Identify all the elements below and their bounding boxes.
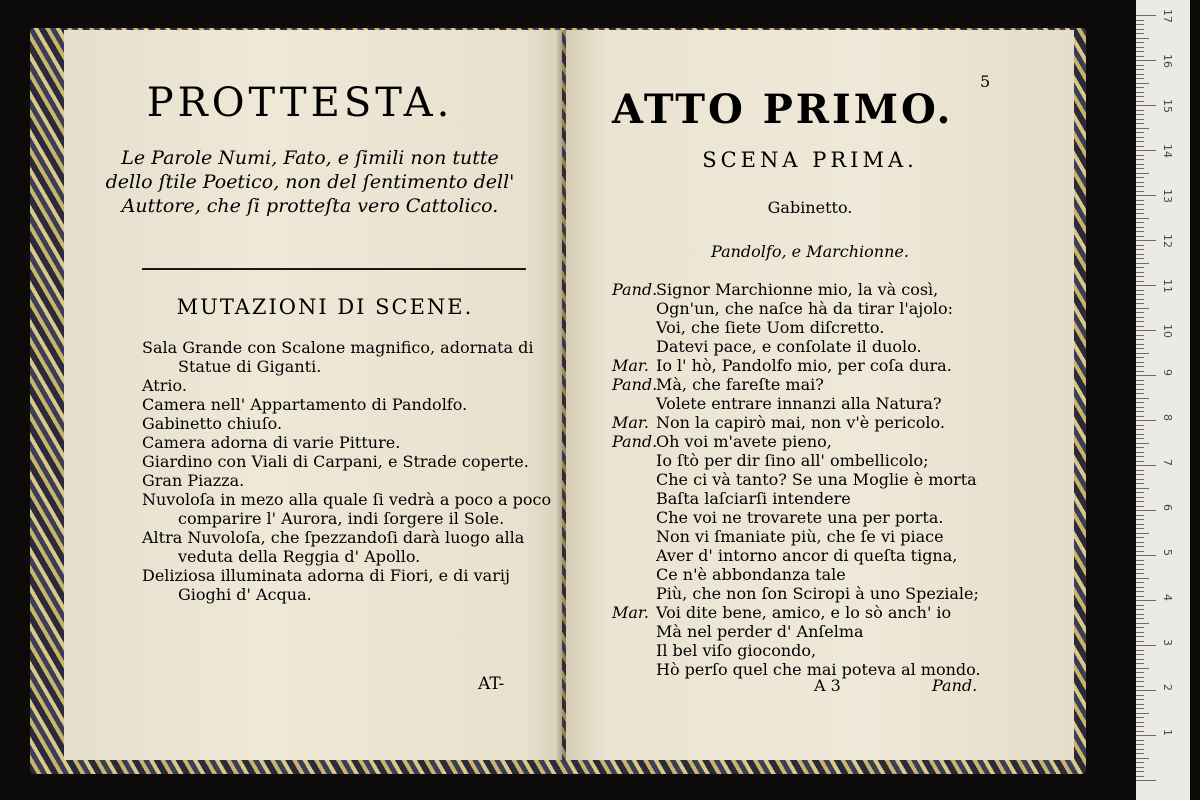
ruler-tick [1136,15,1156,16]
ruler-tick [1136,420,1156,421]
ruler-tick [1136,681,1144,682]
ruler-tick [1136,483,1144,484]
dialogue-text: Ce n'è abbondanza tale [656,565,846,584]
ruler-tick [1136,744,1144,745]
ruler-tick [1136,776,1144,777]
ruler-tick [1136,38,1149,39]
ruler-tick [1136,596,1144,597]
ruler-tick [1136,672,1144,673]
dialogue-block [612,280,1022,679]
ruler-tick [1136,753,1144,754]
ruler-tick [1136,222,1144,223]
dialogue-text: Ogn'un, che naſce hà da tirar l'ajolo: [656,299,953,318]
protest-line: Auttore, che ſi protteſta vero Cattolico. [121,195,499,217]
ruler-tick [1136,78,1144,79]
ruler-tick [1136,69,1144,70]
ruler-tick [1136,254,1144,255]
ruler-tick [1136,308,1149,309]
ruler-tick [1136,119,1144,120]
ruler-tick [1136,105,1156,106]
ruler-tick [1136,627,1144,628]
dialogue-text: Voi, che ſiete Uom diſcretto. [656,318,885,337]
ruler-tick [1136,330,1156,331]
dialogue-text: Voi dite bene, amico, e lo sò anch' io [656,603,952,622]
ruler-tick [1136,150,1156,151]
ruler-tick [1136,290,1144,291]
ruler-tick [1136,582,1144,583]
act-title: ATTO PRIMO. [612,86,954,133]
ruler-label: 1 [1161,729,1174,736]
dialogue-text: Aver d' intorno ancor di queſta tigna, [656,546,958,565]
speaker-label: Mar. [612,413,649,432]
ruler-tick [1136,398,1149,399]
dialogue-text: Non la capirò mai, non v'è pericolo. [656,413,945,432]
dialogue-line [612,280,1022,299]
ruler-tick [1136,74,1144,75]
ruler-tick [1136,429,1144,430]
scene-item [142,414,552,433]
scene-line: Nuvoloſa in mezo alla quale ſi vedrà a poco a poco [142,490,552,509]
ruler-tick [1136,488,1149,489]
speaker-label: Pand. [612,432,658,451]
ruler-tick [1136,380,1144,381]
dialogue-text: Più, che non ſon Sciropi à uno Speziale; [656,584,979,603]
dialogue-text: Io l' hò, Pandolfo mio, per coſa dura. [656,356,952,375]
ruler-tick [1136,218,1149,219]
ruler-tick [1136,645,1156,646]
dialogue-line [612,394,1022,413]
ruler-label: 2 [1161,684,1174,691]
ruler-tick [1136,717,1144,718]
dialogue-text: Il bel viſo giocondo, [656,641,817,660]
ruler-tick [1136,362,1144,363]
ruler-tick [1136,546,1144,547]
scene-item [142,566,552,604]
mutations-title: MUTAZIONI DI SCENE. [176,295,474,319]
ruler-tick [1136,56,1144,57]
scene-item [142,490,552,528]
ruler-tick [1136,690,1156,691]
ruler-tick [1136,137,1144,138]
ruler-label: 9 [1161,369,1174,376]
ruler-tick [1136,285,1156,286]
ruler-tick [1136,317,1144,318]
scene-item [142,395,552,414]
scene-line-cont: Statue di Giganti. [178,357,322,376]
scene-item [142,471,552,490]
ruler-tick [1136,465,1156,466]
ruler-tick [1136,263,1149,264]
scene-characters: Pandolfo, e Marchionne. [711,242,909,261]
speaker-label: Mar. [612,356,649,375]
ruler-tick [1136,92,1144,93]
dialogue-text: Baſta laſciarſi intendere [656,489,851,508]
speaker-label: Pand. [612,280,658,299]
ruler-tick [1136,321,1144,322]
scene-list [142,338,552,604]
ruler-tick [1136,650,1144,651]
ruler-tick [1136,294,1144,295]
ruler-tick [1136,200,1144,201]
ruler-tick [1136,470,1144,471]
protest-title: PROTTESTA. [146,80,454,126]
scene-line-cont: Gioghi d' Acqua. [178,585,312,604]
ruler-tick [1136,735,1156,736]
ruler-tick [1136,762,1144,763]
ruler-tick [1136,506,1144,507]
scene-item [142,338,552,376]
ruler-tick [1136,479,1144,480]
ruler-tick [1136,195,1156,196]
ruler-tick [1136,227,1144,228]
ruler-tick [1136,384,1144,385]
ruler-tick [1136,618,1144,619]
ruler-label: 14 [1161,144,1174,158]
ruler-tick [1136,780,1156,781]
ruler-tick [1136,731,1144,732]
ruler-tick [1136,155,1144,156]
scene-line: Gabinetto chiuſo. [142,414,283,433]
ruler-tick [1136,371,1144,372]
ruler-tick [1136,722,1144,723]
ruler-tick [1136,434,1144,435]
ruler-tick [1136,528,1144,529]
ruler-tick [1136,159,1144,160]
ruler-tick [1136,326,1144,327]
ruler-tick [1136,758,1149,759]
ruler-tick [1136,708,1144,709]
ruler-tick [1136,204,1144,205]
ruler-tick [1136,276,1144,277]
dialogue-line [612,489,1022,508]
dialogue-text: Hò perſo quel che mai poteva al mondo. [656,660,981,679]
scene-title: SCENA PRIMA. [702,148,918,172]
ruler-tick [1136,24,1144,25]
ruler-tick [1136,240,1156,241]
scene-item [142,452,552,471]
dialogue-line [612,451,1022,470]
ruler-tick [1136,600,1156,601]
ruler-tick [1136,177,1144,178]
ruler-tick [1136,173,1149,174]
ruler-tick [1136,335,1144,336]
dialogue-text: Mà, che fareſte mai? [656,375,824,394]
ruler-tick [1136,348,1144,349]
ruler-tick [1136,537,1144,538]
ruler-tick [1136,533,1149,534]
ruler-tick [1136,555,1156,556]
dialogue-line [612,527,1022,546]
ruler-label: 6 [1161,504,1174,511]
scene-line: Deliziosa illuminata adorna di Fiori, e di varij [142,566,510,585]
scene-line: Camera nell' Appartamento di Pandolfo. [142,395,468,414]
ruler-label: 15 [1161,99,1174,113]
scene-line: Altra Nuvoloſa, che ſpezzandoſi darà luogo alla [142,528,525,547]
scene-line: Sala Grande con Scalone magnifico, adornata di [142,338,534,357]
ruler-tick [1136,695,1144,696]
ruler-tick [1136,614,1144,615]
dialogue-text: Volete entrare innanzi alla Natura? [656,394,942,413]
ruler-tick [1136,245,1144,246]
ruler-tick [1136,191,1144,192]
ruler-tick [1136,569,1144,570]
ruler-label: 12 [1161,234,1174,248]
ruler-tick [1136,416,1144,417]
ruler-label: 8 [1161,414,1174,421]
ruler-tick [1136,123,1144,124]
ruler-tick [1136,312,1144,313]
ruler-tick [1136,87,1144,88]
dialogue-line [612,584,1022,603]
ruler-tick [1136,402,1144,403]
ruler-tick [1136,164,1144,165]
ruler-label: 5 [1161,549,1174,556]
ruler-tick [1136,96,1144,97]
speaker-label: Pand. [612,375,658,394]
ruler-tick [1136,353,1149,354]
ruler-tick [1136,605,1144,606]
ruler-label: 4 [1161,594,1174,601]
ruler-tick [1136,740,1144,741]
ruler-tick [1136,393,1144,394]
ruler-tick [1136,699,1144,700]
ruler-tick [1136,258,1144,259]
ruler-tick [1136,366,1144,367]
ruler-tick [1136,132,1144,133]
ruler-tick [1136,591,1144,592]
scene-line-cont: veduta della Reggia d' Apollo. [178,547,421,566]
ruler-tick [1136,663,1144,664]
ruler-tick [1136,209,1144,210]
ruler-tick [1136,231,1144,232]
protest-note [90,146,530,218]
scene-item [142,528,552,566]
horizontal-rule [142,268,526,270]
dialogue-line [612,337,1022,356]
ruler-tick [1136,83,1149,84]
ruler-tick [1136,42,1144,43]
ruler-label: 17 [1161,9,1174,23]
page-number: 5 [980,72,991,91]
ruler-tick [1136,578,1149,579]
ruler-tick [1136,510,1156,511]
ruler-tick [1136,128,1149,129]
scene-item [142,433,552,452]
ruler-tick [1136,281,1144,282]
ruler-tick [1136,186,1144,187]
dialogue-line [612,508,1022,527]
ruler-tick [1136,501,1144,502]
measuring-ruler [1136,0,1190,800]
scene-line: Gran Piazza. [142,471,245,490]
dialogue-text: Non vi ſmaniate più, che ſe vi piace [656,527,944,546]
ruler-tick [1136,474,1144,475]
ruler-tick [1136,636,1144,637]
dialogue-line [612,432,1022,451]
ruler-tick [1136,749,1144,750]
ruler-tick [1136,425,1144,426]
ruler-tick [1136,389,1144,390]
ruler-tick [1136,339,1144,340]
ruler-tick [1136,29,1144,30]
ruler-tick [1136,443,1149,444]
ruler-tick [1136,704,1144,705]
scene-setting: Gabinetto. [767,198,853,217]
ruler-tick [1136,146,1144,147]
ruler-tick [1136,236,1144,237]
dialogue-line [612,299,1022,318]
ruler-tick [1136,564,1144,565]
dialogue-line [612,622,1022,641]
ruler-tick [1136,632,1144,633]
protest-line: Le Parole Numi, Fato, e ſimili non tutte [121,147,499,169]
catchword-left: AT- [478,674,505,694]
ruler-tick [1136,771,1144,772]
ruler-tick [1136,587,1144,588]
ruler-tick [1136,182,1144,183]
ruler-tick [1136,686,1144,687]
ruler-tick [1136,623,1149,624]
ruler-tick [1136,411,1144,412]
ruler-tick [1136,51,1144,52]
ruler-tick [1136,524,1144,525]
protest-line: dello ſtile Poetico, non del ſentimento dell' [105,171,515,193]
ruler-tick [1136,110,1144,111]
ruler-tick [1136,267,1144,268]
ruler-tick [1136,668,1149,669]
ruler-tick [1136,20,1144,21]
ruler-tick [1136,609,1144,610]
ruler-tick [1136,677,1144,678]
ruler-label: 10 [1161,324,1174,338]
dialogue-line [612,318,1022,337]
ruler-tick [1136,249,1144,250]
dialogue-text: Datevi pace, e conſolate il duolo. [656,337,922,356]
ruler-tick [1136,515,1144,516]
scene-line: Atrio. [142,376,187,395]
ruler-tick [1136,357,1144,358]
dialogue-line [612,546,1022,565]
dialogue-line [612,603,1022,622]
dialogue-text: Mà nel perder d' Anſelma [656,622,864,641]
ruler-label: 11 [1161,279,1174,293]
dialogue-text: Signor Marchionne mio, la và così, [656,280,939,299]
ruler-tick [1136,551,1144,552]
ruler-tick [1136,497,1144,498]
dialogue-text: Oh voi m'avete pieno, [656,432,832,451]
speaker-label: Mar. [612,603,649,622]
ruler-tick [1136,519,1144,520]
ruler-tick [1136,641,1144,642]
ruler-label: 3 [1161,639,1174,646]
ruler-tick [1136,560,1144,561]
ruler-tick [1136,114,1144,115]
ruler-tick [1136,375,1156,376]
ruler-tick [1136,47,1144,48]
ruler-tick [1136,141,1144,142]
dialogue-line [612,641,1022,660]
ruler-tick [1136,713,1149,714]
ruler-tick [1136,456,1144,457]
dialogue-line [612,356,1022,375]
ruler-tick [1136,452,1144,453]
ruler-tick [1136,407,1144,408]
ruler-tick [1136,299,1144,300]
ruler-tick [1136,101,1144,102]
ruler-tick [1136,659,1144,660]
ruler-label: 13 [1161,189,1174,203]
ruler-tick [1136,213,1144,214]
dialogue-text: Che ci và tanto? Se una Moglie è morta [656,470,977,489]
ruler-tick [1136,654,1144,655]
catchword-right: Pand. [932,676,978,695]
dialogue-line [612,413,1022,432]
ruler-tick [1136,33,1144,34]
scene-line: Giardino con Viali di Carpani, e Strade coperte. [142,452,529,471]
ruler-tick [1136,542,1144,543]
ruler-tick [1136,573,1144,574]
ruler-tick [1136,438,1144,439]
ruler-tick [1136,461,1144,462]
ruler-tick [1136,344,1144,345]
scene-line-cont: comparire l' Aurora, indi ſorgere il Sole. [178,509,505,528]
dialogue-text: Io ſtò per dir ſino all' ombellicolo; [656,451,929,470]
ruler-tick [1136,65,1144,66]
ruler-tick [1136,303,1144,304]
ruler-tick [1136,272,1144,273]
dialogue-line [612,565,1022,584]
dialogue-line [612,470,1022,489]
ruler-label: 16 [1161,54,1174,68]
scene-line: Camera adorna di varie Pitture. [142,433,401,452]
ruler-tick [1136,492,1144,493]
ruler-tick [1136,447,1144,448]
ruler-tick [1136,168,1144,169]
dialogue-line [612,375,1022,394]
ruler-tick [1136,60,1156,61]
ruler-tick [1136,767,1144,768]
scene-item [142,376,552,395]
ruler-tick [1136,726,1144,727]
ruler-label: 7 [1161,459,1174,466]
signature-mark: A 3 [814,676,841,695]
dialogue-text: Che voi ne trovarete una per porta. [656,508,944,527]
